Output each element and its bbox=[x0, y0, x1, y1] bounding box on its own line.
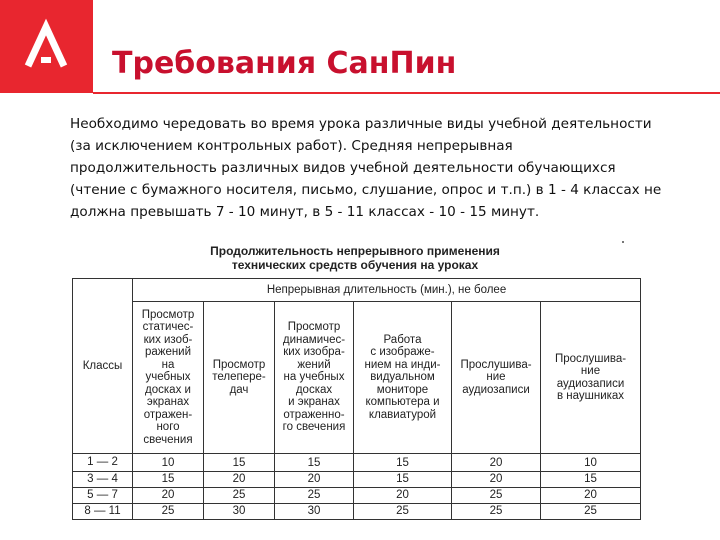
duration-cell: 30 bbox=[275, 504, 354, 520]
class-range-cell: 5 — 7 bbox=[73, 488, 133, 504]
column-header-line: компьютера и bbox=[365, 396, 440, 409]
duration-cell: 25 bbox=[133, 504, 204, 520]
column-header-line: досках bbox=[295, 383, 333, 396]
table-title-line: Продолжительность непрерывного применения bbox=[210, 244, 500, 258]
paragraph-line: продолжительность различных видов учебной деятельности обучающихся bbox=[70, 160, 616, 176]
duration-cell: 15 bbox=[354, 454, 452, 472]
column-header-line: на bbox=[161, 358, 175, 371]
logo bbox=[0, 0, 93, 93]
table-title bbox=[150, 244, 560, 272]
page-title: Требования СанПин bbox=[112, 46, 457, 81]
table-row bbox=[73, 472, 641, 488]
column-header-line: досках и bbox=[145, 383, 191, 396]
column-header bbox=[541, 302, 641, 454]
column-header-line: го свечения bbox=[282, 421, 346, 434]
paragraph-line: (за исключением контрольных работ). Средняя непрерывная bbox=[70, 138, 513, 154]
classes-header: Классы bbox=[73, 279, 133, 454]
column-header bbox=[133, 302, 204, 454]
duration-cell: 15 bbox=[204, 454, 275, 472]
table-title-line: технических средств обучения на уроках bbox=[231, 258, 479, 272]
column-header-line: свечения bbox=[143, 433, 193, 446]
duration-cell: 20 bbox=[354, 488, 452, 504]
duration-cell: 10 bbox=[133, 454, 204, 472]
column-header-line: экранах bbox=[146, 396, 190, 409]
column-header-line: клавиатурой bbox=[368, 408, 437, 421]
column-header-line: аудиозаписи bbox=[462, 383, 530, 396]
duration-cell: 20 bbox=[133, 488, 204, 504]
duration-cell: 15 bbox=[133, 472, 204, 488]
duration-cell: 25 bbox=[204, 488, 275, 504]
class-range-cell: 8 — 11 bbox=[73, 504, 133, 520]
duration-cell: 25 bbox=[452, 504, 541, 520]
column-header bbox=[275, 302, 354, 454]
column-header-line: статичес- bbox=[142, 321, 194, 334]
column-header-line: в наушниках bbox=[556, 390, 625, 402]
column-header-line: ного bbox=[156, 421, 180, 434]
stray-dot bbox=[622, 241, 624, 243]
column-header-line: ражений bbox=[144, 346, 192, 359]
duration-cell: 20 bbox=[452, 454, 541, 472]
column-header-line: мониторе bbox=[376, 383, 429, 396]
column-header-line: Просмотр bbox=[212, 358, 266, 371]
column-header-line: отраженно- bbox=[283, 408, 345, 421]
duration-cell: 30 bbox=[204, 504, 275, 520]
span-header: Непрерывная длительность (мин.), не более bbox=[133, 279, 641, 302]
column-header-line: нием на инди- bbox=[364, 358, 441, 371]
class-range-cell: 3 — 4 bbox=[73, 472, 133, 488]
column-header-line: с изображе- bbox=[370, 346, 435, 359]
duration-cell: 15 bbox=[541, 472, 641, 488]
duration-table bbox=[72, 278, 641, 520]
duration-cell: 20 bbox=[204, 472, 275, 488]
duration-cell: 20 bbox=[275, 472, 354, 488]
table-row bbox=[73, 504, 641, 520]
duration-cell: 25 bbox=[275, 488, 354, 504]
column-header-line: Просмотр bbox=[141, 308, 195, 321]
column-header-line: Просмотр bbox=[287, 321, 341, 334]
column-header-line: Работа bbox=[383, 333, 422, 346]
class-range-cell: 1 — 2 bbox=[73, 454, 133, 472]
duration-cell: 20 bbox=[452, 472, 541, 488]
duration-cell: 15 bbox=[275, 454, 354, 472]
column-header-line: Прослушива- bbox=[554, 352, 627, 365]
column-header-line: аудиозаписи bbox=[556, 377, 625, 390]
column-header-line: ких изобра- bbox=[283, 346, 345, 359]
paragraph-line: (чтение с бумажного носителя, письмо, слушание, опрос и т.п.) в 1 - 4 классах не bbox=[70, 182, 662, 198]
paragraph-line: должна превышать 7 - 10 минут, в 5 - 11 классах - 10 - 15 минут. bbox=[70, 204, 540, 220]
column-header-line: учебных bbox=[145, 371, 191, 384]
column-header bbox=[204, 302, 275, 454]
column-header-line: ние bbox=[486, 371, 506, 384]
logo-mark-icon bbox=[0, 0, 93, 93]
column-header-line: динамичес- bbox=[282, 333, 346, 346]
column-header-line: дач bbox=[229, 383, 249, 396]
column-header-line: видуальном bbox=[370, 371, 435, 384]
column-header bbox=[354, 302, 452, 454]
duration-cell: 25 bbox=[452, 488, 541, 504]
column-header-line: отражен- bbox=[143, 408, 193, 421]
column-header bbox=[452, 302, 541, 454]
column-header-line: и экранах bbox=[288, 396, 340, 409]
duration-cell: 20 bbox=[541, 488, 641, 504]
column-header-line: ких изоб- bbox=[143, 333, 193, 346]
duration-cell: 25 bbox=[354, 504, 452, 520]
title-underline bbox=[93, 92, 720, 94]
paragraph-line: Необходимо чередовать во время урока различные виды учебной деятельности bbox=[70, 116, 652, 132]
column-header-line: Прослушива- bbox=[460, 358, 532, 371]
column-header-line: на учебных bbox=[283, 371, 345, 384]
column-header-line: ние bbox=[580, 365, 601, 377]
table-row bbox=[73, 488, 641, 504]
column-header-line: жений bbox=[297, 358, 331, 371]
duration-cell: 25 bbox=[541, 504, 641, 520]
intro-paragraph bbox=[70, 113, 700, 223]
duration-cell: 15 bbox=[354, 472, 452, 488]
duration-cell: 10 bbox=[541, 454, 641, 472]
table-row bbox=[73, 454, 641, 472]
column-header-line: телепере- bbox=[212, 371, 266, 384]
